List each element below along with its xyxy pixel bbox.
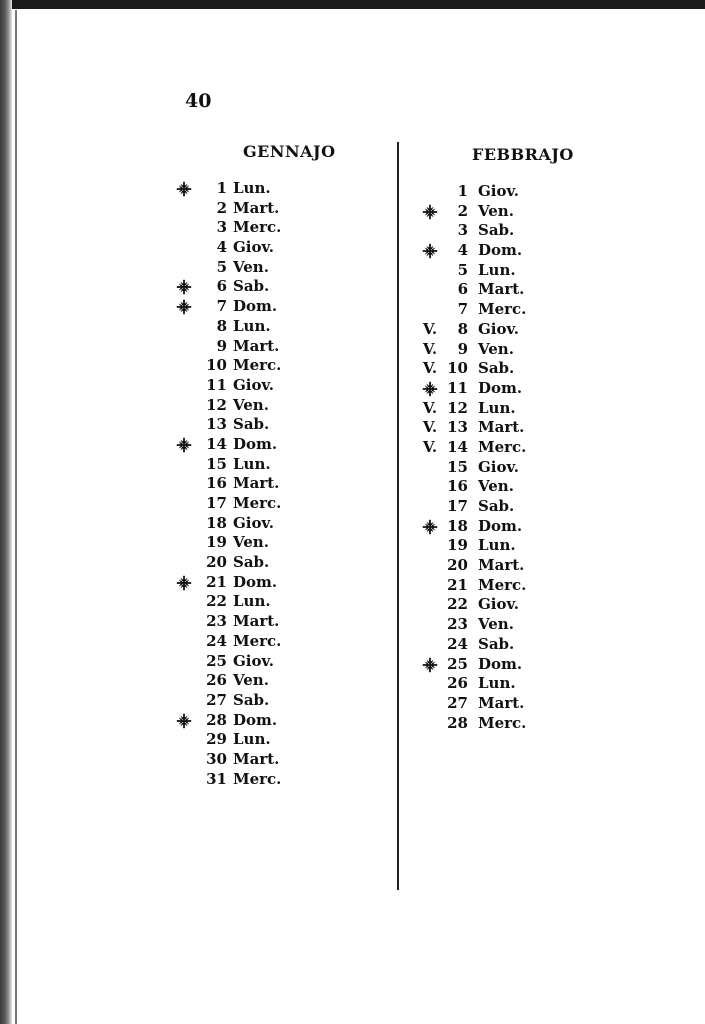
day-name: Mart. <box>478 280 525 299</box>
day-name: Giov. <box>233 375 274 394</box>
day-name: Giov. <box>233 651 274 670</box>
day-name: Merc. <box>233 631 282 650</box>
day-number: 1 <box>457 182 468 200</box>
day-number: 31 <box>206 769 227 788</box>
day-name: Ven. <box>478 615 514 634</box>
page-top-edge <box>0 0 705 9</box>
day-name: Dom. <box>478 378 523 397</box>
day-name: Merc. <box>478 300 527 319</box>
day-name: Dom. <box>478 241 523 260</box>
day-number: 17 <box>206 494 227 512</box>
day-name: Giov. <box>233 238 274 257</box>
day-number: 25 <box>206 651 227 670</box>
day-number: 5 <box>216 257 227 276</box>
day-name: Lun. <box>233 316 271 335</box>
cross-icon <box>174 297 194 317</box>
day-number: 20 <box>206 553 227 572</box>
day-number: 14 <box>447 437 468 456</box>
day-name: Mart. <box>233 336 280 355</box>
day-number: 4 <box>457 241 468 260</box>
day-name: Lun. <box>478 536 516 555</box>
day-name: Ven. <box>233 671 269 690</box>
day-number: 19 <box>206 533 227 552</box>
day-name: Giov. <box>478 457 519 476</box>
day-number: 15 <box>447 457 468 476</box>
day-name: Sab. <box>233 415 270 434</box>
cross-icon <box>420 202 440 222</box>
day-number: 30 <box>206 749 227 768</box>
day-number: 3 <box>216 218 227 237</box>
day-number: 3 <box>457 221 468 240</box>
day-number: 9 <box>457 339 468 358</box>
day-number: 10 <box>447 359 468 378</box>
vigil-mark: V. <box>422 339 438 358</box>
day-number: 26 <box>447 674 468 693</box>
day-number: 26 <box>206 671 227 690</box>
day-number: 2 <box>457 201 468 220</box>
day-name: Lun. <box>233 454 271 473</box>
day-name: Merc. <box>478 437 527 456</box>
day-number: 29 <box>206 730 227 749</box>
day-number: 13 <box>447 418 468 437</box>
day-name: Lun. <box>233 730 271 749</box>
cross-icon <box>174 711 194 731</box>
day-name: Sab. <box>233 690 270 709</box>
page-number: 40 <box>185 90 212 112</box>
day-name: Ven. <box>478 339 514 358</box>
month-title-gennajo: GENNAJO <box>243 142 336 161</box>
day-number: 8 <box>457 319 468 338</box>
day-number: 5 <box>457 260 468 279</box>
day-name: Sab. <box>233 277 270 296</box>
day-number: 14 <box>206 434 227 453</box>
day-number: 21 <box>206 572 227 591</box>
day-name: Sab. <box>478 221 515 240</box>
day-name: Giov. <box>233 513 274 532</box>
day-name: Ven. <box>233 533 269 552</box>
vigil-mark: V. <box>422 398 438 417</box>
day-number: 25 <box>447 654 468 673</box>
day-name: Ven. <box>478 477 514 496</box>
day-number: 23 <box>206 612 227 631</box>
day-name: Merc. <box>233 494 282 512</box>
day-number: 27 <box>206 690 227 709</box>
day-number: 19 <box>447 536 468 555</box>
day-number: 10 <box>206 356 227 375</box>
day-number: 12 <box>206 395 227 414</box>
day-number: 16 <box>447 477 468 496</box>
day-number: 4 <box>216 238 227 257</box>
day-number: 11 <box>447 378 468 397</box>
day-name: Ven. <box>233 257 269 276</box>
day-name: Mart. <box>233 612 280 631</box>
cross-icon <box>174 435 194 455</box>
cross-icon <box>174 573 194 593</box>
day-name: Mart. <box>233 198 280 217</box>
day-number: 1 <box>216 179 227 197</box>
day-number: 22 <box>206 592 227 611</box>
vigil-mark: V. <box>422 319 438 338</box>
day-number: 28 <box>206 710 227 729</box>
day-name: Giov. <box>478 595 519 614</box>
day-name: Merc. <box>233 218 282 237</box>
day-number: 18 <box>447 516 468 535</box>
binding-line <box>15 10 17 1024</box>
day-name: Dom. <box>233 434 278 453</box>
day-number: 6 <box>216 277 227 296</box>
day-name: Lun. <box>478 674 516 693</box>
day-name: Lun. <box>233 592 271 611</box>
day-number: 23 <box>447 615 468 634</box>
day-number: 6 <box>457 280 468 299</box>
day-number: 7 <box>216 297 227 316</box>
day-number: 16 <box>206 474 227 493</box>
day-name: Lun. <box>478 260 516 279</box>
day-name: Mart. <box>478 556 525 575</box>
day-name: Lun. <box>233 179 271 197</box>
cross-icon <box>174 277 194 297</box>
day-number: 24 <box>206 631 227 650</box>
day-number: 2 <box>216 198 227 217</box>
day-number: 21 <box>447 575 468 594</box>
day-name: Merc. <box>478 713 527 732</box>
cross-icon <box>420 379 440 399</box>
day-name: Giov. <box>478 319 519 338</box>
day-number: 18 <box>206 513 227 532</box>
cross-icon <box>174 179 194 199</box>
month-title-febbrajo: FEBBRAJO <box>472 145 574 164</box>
day-number: 27 <box>447 693 468 712</box>
day-name: Ven. <box>233 395 269 414</box>
day-number: 7 <box>457 300 468 319</box>
vigil-mark: V. <box>422 359 438 378</box>
day-name: Dom. <box>478 654 523 673</box>
day-name: Mart. <box>233 474 280 493</box>
day-name: Sab. <box>478 359 515 378</box>
day-number: 17 <box>447 497 468 515</box>
vigil-mark: V. <box>422 437 438 456</box>
day-name: Mart. <box>478 418 525 437</box>
cross-icon <box>420 241 440 261</box>
day-name: Sab. <box>233 553 270 572</box>
day-number: 8 <box>216 316 227 335</box>
day-number: 12 <box>447 398 468 417</box>
day-number: 9 <box>216 336 227 355</box>
day-name: Dom. <box>233 710 278 729</box>
cross-icon <box>420 655 440 675</box>
vigil-mark: V. <box>422 418 438 437</box>
day-name: Lun. <box>478 398 516 417</box>
day-name: Giov. <box>478 182 519 200</box>
day-name: Merc. <box>233 769 282 788</box>
day-number: 24 <box>447 634 468 653</box>
column-divider <box>397 142 399 890</box>
day-number: 28 <box>447 713 468 732</box>
day-number: 15 <box>206 454 227 473</box>
day-name: Dom. <box>233 297 278 316</box>
cross-icon <box>420 517 440 537</box>
day-name: Merc. <box>233 356 282 375</box>
day-number: 20 <box>447 556 468 575</box>
day-number: 11 <box>206 375 227 394</box>
day-name: Dom. <box>233 572 278 591</box>
day-name: Sab. <box>478 497 515 515</box>
day-name: Dom. <box>478 516 523 535</box>
day-name: Mart. <box>478 693 525 712</box>
day-number: 22 <box>447 595 468 614</box>
day-name: Ven. <box>478 201 514 220</box>
day-name: Merc. <box>478 575 527 594</box>
day-number: 13 <box>206 415 227 434</box>
day-name: Mart. <box>233 749 280 768</box>
day-name: Sab. <box>478 634 515 653</box>
page-left-edge <box>0 0 12 1024</box>
